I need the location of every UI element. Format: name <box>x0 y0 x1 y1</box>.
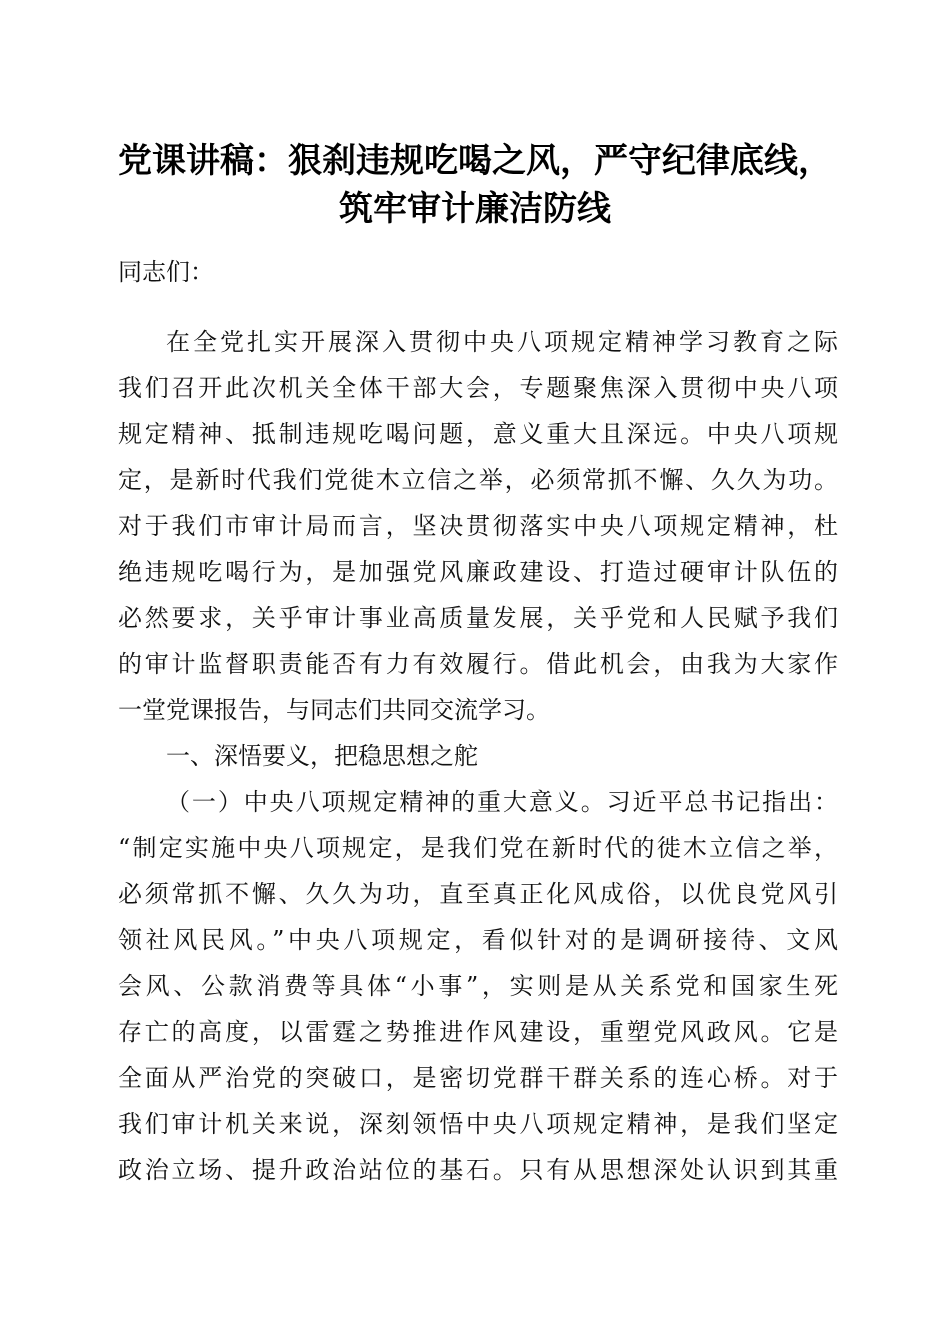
paragraph-2-line: 政治立场、提升政治站位的基石。只有从思想深处认识到其重 <box>118 1156 838 1184</box>
paragraph-2-line: （一）中央八项规定精神的重大意义。习近平总书记指出： <box>166 788 838 816</box>
section-heading-1: 一、深悟要义，把稳思想之舵 <box>166 742 478 770</box>
paragraph-1-line: 必然要求，关乎审计事业高质量发展，关乎党和人民赋予我们 <box>118 604 838 632</box>
paragraph-1-line: 规定精神、抵制违规吃喝问题，意义重大且深远。中央八项规 <box>118 420 838 448</box>
paragraph-1-line: 在全党扎实开展深入贯彻中央八项规定精神学习教育之际 <box>166 328 838 356</box>
paragraph-1-line: 的审计监督职责能否有力有效履行。借此机会，由我为大家作 <box>118 650 838 678</box>
paragraph-2-line: 会风、公款消费等具体“小事”，实则是从关系党和国家生死 <box>118 972 838 1000</box>
salutation: 同志们： <box>118 258 214 286</box>
paragraph-2-line: “制定实施中央八项规定，是我们党在新时代的徙木立信之举， <box>118 834 838 862</box>
paragraph-2-line: 存亡的高度，以雷霆之势推进作风建设，重塑党风政风。它是 <box>118 1018 838 1046</box>
paragraph-1-line: 定，是新时代我们党徙木立信之举，必须常抓不懈、久久为功。 <box>118 466 838 494</box>
paragraph-2-line: 我们审计机关来说，深刻领悟中央八项规定精神，是我们坚定 <box>118 1110 838 1138</box>
paragraph-1-line: 对于我们市审计局而言，坚决贯彻落实中央八项规定精神，杜 <box>118 512 838 540</box>
paragraph-1-line: 绝违规吃喝行为，是加强党风廉政建设、打造过硬审计队伍的 <box>118 558 838 586</box>
paragraph-1-line: 一堂党课报告，与同志们共同交流学习。 <box>118 696 550 724</box>
document-title-line-2: 筑牢审计廉洁防线 <box>339 189 611 229</box>
paragraph-2-line: 全面从严治党的突破口，是密切党群干群关系的连心桥。对于 <box>118 1064 838 1092</box>
paragraph-2-line: 领社风民风。”中央八项规定，看似针对的是调研接待、文风 <box>118 926 838 954</box>
paragraph-1-line: 我们召开此次机关全体干部大会，专题聚焦深入贯彻中央八项 <box>118 374 838 402</box>
document-title-line-1: 党课讲稿：狠刹违规吃喝之风，严守纪律底线， <box>118 141 832 181</box>
paragraph-2-line: 必须常抓不懈、久久为功，直至真正化风成俗，以优良党风引 <box>118 880 838 908</box>
